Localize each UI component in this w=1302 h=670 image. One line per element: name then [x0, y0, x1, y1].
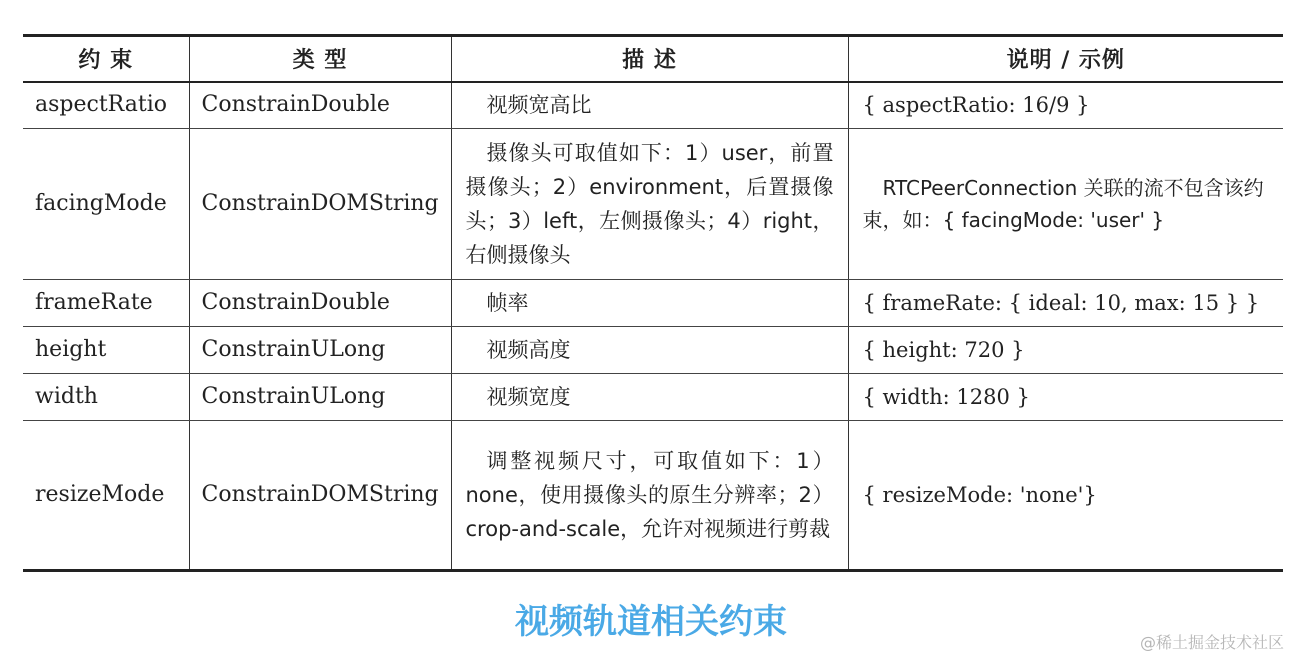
- constraints-table: [23, 34, 1283, 572]
- constraint-name: aspectRatio: [23, 82, 189, 129]
- header-constraint: 约 束: [23, 36, 189, 82]
- table-row: [23, 82, 1283, 129]
- table-row: [23, 280, 1283, 327]
- constraint-name: resizeMode: [23, 421, 189, 571]
- constraint-type: ConstrainDOMString: [189, 129, 451, 280]
- table-row: [23, 327, 1283, 374]
- constraint-type: ConstrainDouble: [189, 82, 451, 129]
- watermark: @稀土掘金技术社区: [1139, 633, 1284, 652]
- table-caption: 视频轨道相关约束: [515, 602, 787, 642]
- table-body: [23, 82, 1283, 571]
- header-example: 说明 / 示例: [848, 36, 1283, 82]
- constraint-description: 帧率: [451, 280, 848, 327]
- constraint-example: { height: 720 }: [848, 327, 1283, 374]
- constraint-type: ConstrainULong: [189, 374, 451, 421]
- constraint-type: ConstrainDOMString: [189, 421, 451, 571]
- constraint-example: { aspectRatio: 16/9 }: [848, 82, 1283, 129]
- constraint-name: facingMode: [23, 129, 189, 280]
- header-row: [23, 36, 1283, 82]
- constraint-example: { resizeMode: 'none'}: [848, 421, 1283, 571]
- constraint-type: ConstrainULong: [189, 327, 451, 374]
- constraint-description: 视频高度: [451, 327, 848, 374]
- constraint-description: 视频宽度: [451, 374, 848, 421]
- constraint-name: height: [23, 327, 189, 374]
- constraints-table-container: [23, 34, 1283, 572]
- table-row: [23, 374, 1283, 421]
- constraint-example: { width: 1280 }: [848, 374, 1283, 421]
- constraint-description: 调整视频尺寸，可取值如下：1）none，使用摄像头的原生分辨率；2）crop-and-scale，允许对视频进行剪裁: [451, 421, 848, 571]
- constraint-description: 视频宽高比: [451, 82, 848, 129]
- constraint-name: width: [23, 374, 189, 421]
- table-row: [23, 129, 1283, 280]
- table-row: [23, 421, 1283, 571]
- constraint-name: frameRate: [23, 280, 189, 327]
- header-description: 描 述: [451, 36, 848, 82]
- constraint-example: { frameRate: { ideal: 10, max: 15 } }: [848, 280, 1283, 327]
- table-header: [23, 36, 1283, 82]
- constraint-description: 摄像头可取值如下：1）user，前置摄像头；2）environment，后置摄像头；3）left，左侧摄像头；4）right，右侧摄像头: [451, 129, 848, 280]
- header-type: 类 型: [189, 36, 451, 82]
- constraint-type: ConstrainDouble: [189, 280, 451, 327]
- constraint-example: RTCPeerConnection 关联的流不包含该约束，如：{ facingMode: 'user' }: [848, 129, 1283, 280]
